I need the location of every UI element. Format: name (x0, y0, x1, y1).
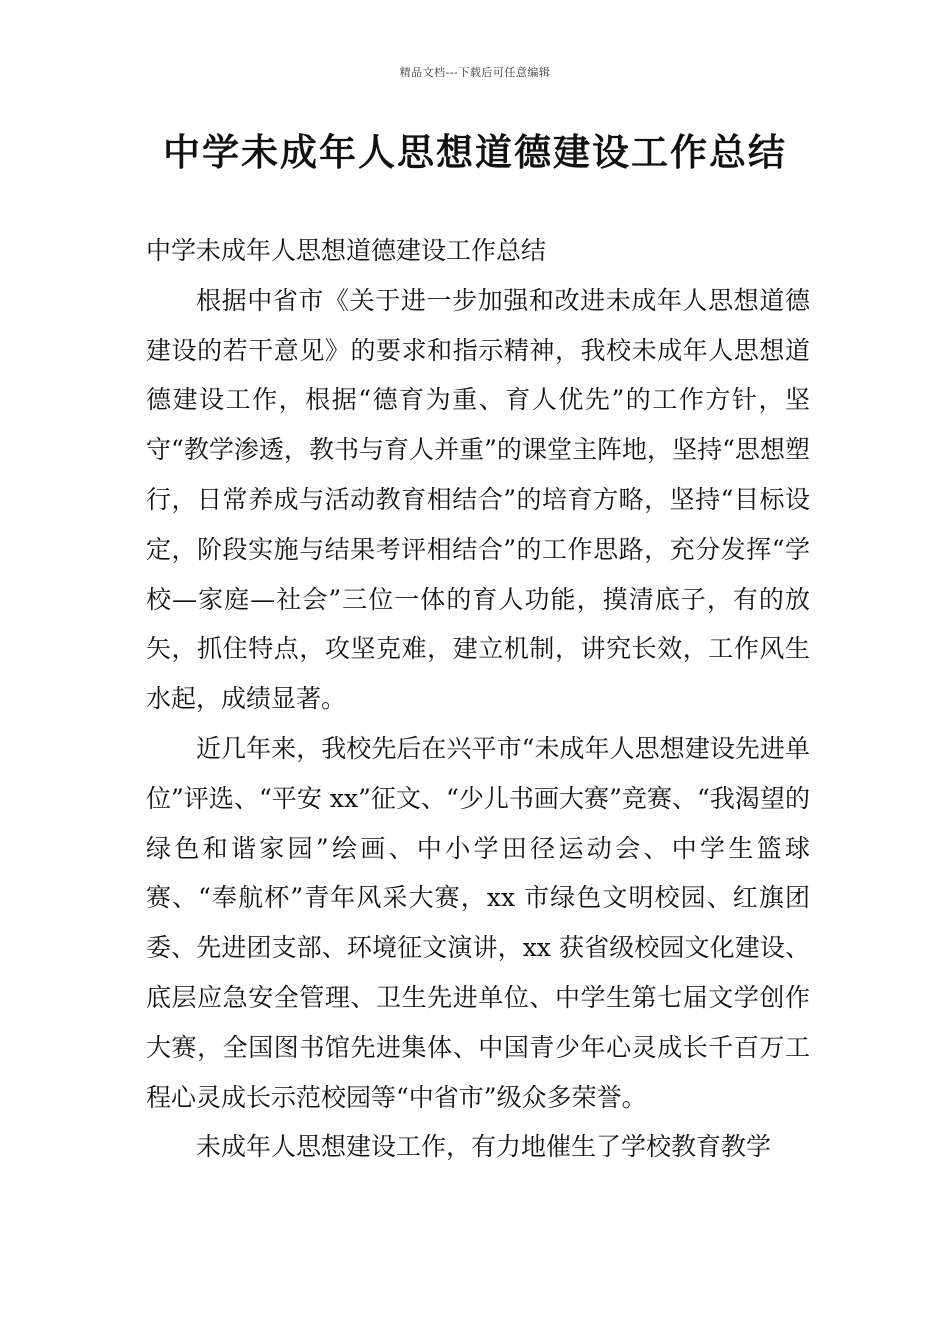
body-paragraph: 根据中省市《关于进一步加强和改进未成年人思想道德建设的若干意见》的要求和指示精神，我校未成年人思想道德建设工作，根据“德育为重、育人优先”的工作方针，坚守“教学渗透，教书与育人并重”的课堂主阵地，坚持“思想塑行，日常养成与活动教育相结合”的培育方略，坚持“目标设定，阶段实施与结果考评相结合”的工作思路，充分发挥“学校—家庭—社会”三位一体的育人功能，摸清底子，有的放矢，抓住特点，攻坚克难，建立机制，讲究长效，工作风生水起，成绩显著。 (146, 285, 810, 714)
body-subtitle-paragraph: 中学未成年人思想道德建设工作总结 (146, 236, 547, 265)
document-title: 中学未成年人思想道德建设工作总结 (163, 131, 787, 174)
body-paragraph: 未成年人思想建设工作，有力地催生了学校教育教学 (196, 1132, 772, 1162)
page-header-note: 精品文档---下载后可任意编辑 (399, 66, 551, 79)
body-paragraph: 近几年来，我校先后在兴平市“未成年人思想建设先进单位”评选、“平安 xx”征文、“少儿书画大赛”竞赛、“我渴望的绿色和谐家园”绘画、中小学田径运动会、中学生篮球赛、“奉航杯”青年风采大赛，xx 市绿色文明校园、红旗团委、先进团支部、环境征文演讲，xx 获省级校园文化建设、底层应急安全管理、卫生先进单位、中学生第七届文学创作大赛，全国图书馆先进集体、中国青少年心灵成长千百万工程心灵成长示范校园等“中省市”级众多荣誉。 (146, 733, 810, 1112)
document-body (146, 226, 810, 1172)
